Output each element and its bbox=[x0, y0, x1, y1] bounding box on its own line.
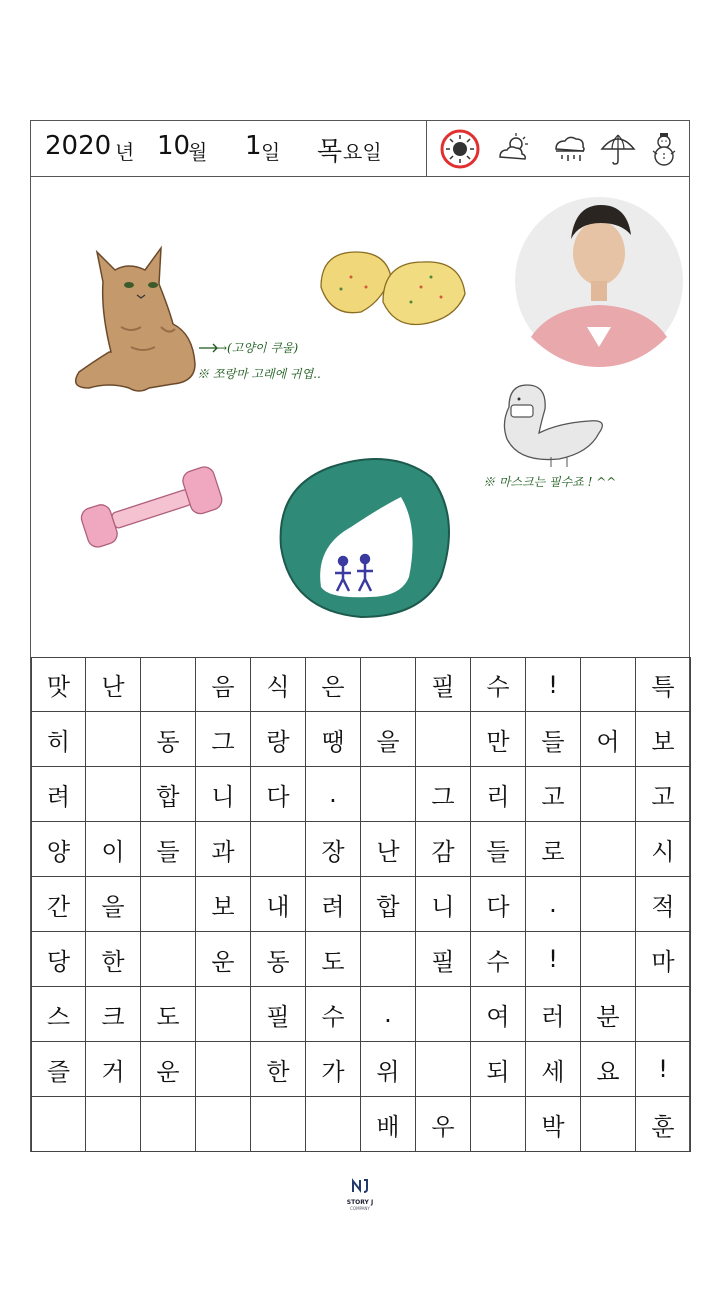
grid-cell: 마 bbox=[636, 932, 691, 987]
year-unit: 년 bbox=[115, 140, 135, 164]
grid-cell: 려 bbox=[306, 877, 361, 932]
grid-cell: 음 bbox=[196, 657, 251, 712]
grid-cell: 보 bbox=[636, 712, 691, 767]
manuscript-grid bbox=[31, 657, 691, 1153]
grid-cell bbox=[86, 1097, 141, 1152]
grid-cell: 리 bbox=[471, 767, 526, 822]
grid-cell bbox=[471, 1097, 526, 1152]
grid-cell: 은 bbox=[306, 657, 361, 712]
grid-cell: 땡 bbox=[306, 712, 361, 767]
grid-cell: 적 bbox=[636, 877, 691, 932]
grid-cell: 을 bbox=[86, 877, 141, 932]
cat-note-2: ※ 쪼랑마 고래에 귀엽.. bbox=[197, 367, 321, 381]
grid-cell: 수 bbox=[306, 987, 361, 1042]
grid-cell: 도 bbox=[306, 932, 361, 987]
diary-header bbox=[31, 121, 689, 177]
grid-cell: 을 bbox=[361, 712, 416, 767]
grid-cell bbox=[251, 1097, 306, 1152]
grid-cell: 세 bbox=[526, 1042, 581, 1097]
grid-cell bbox=[636, 987, 691, 1042]
grid-cell bbox=[306, 1097, 361, 1152]
grid-cell: 양 bbox=[31, 822, 86, 877]
portrait-photo bbox=[515, 197, 683, 367]
grid-cell: 운 bbox=[141, 1042, 196, 1097]
grid-cell bbox=[86, 712, 141, 767]
grid-cell: 고 bbox=[636, 767, 691, 822]
grid-cell bbox=[361, 932, 416, 987]
footer-logo bbox=[336, 1178, 384, 1212]
grid-cell: 려 bbox=[31, 767, 86, 822]
grid-cell: 식 bbox=[251, 657, 306, 712]
grid-cell: 수 bbox=[471, 932, 526, 987]
grid-cell: 위 bbox=[361, 1042, 416, 1097]
grid-cell: 시 bbox=[636, 822, 691, 877]
grid-cell: . bbox=[361, 987, 416, 1042]
grid-cell: 운 bbox=[196, 932, 251, 987]
grid-cell: 필 bbox=[251, 987, 306, 1042]
grid-cell bbox=[361, 657, 416, 712]
grid-cell bbox=[581, 657, 636, 712]
grid-cell: 필 bbox=[416, 932, 471, 987]
grid-cell bbox=[141, 657, 196, 712]
grid-cell: 배 bbox=[361, 1097, 416, 1152]
grid-cell: 히 bbox=[31, 712, 86, 767]
grid-cell: 동 bbox=[251, 932, 306, 987]
grid-cell bbox=[581, 1097, 636, 1152]
grid-cell bbox=[416, 987, 471, 1042]
grid-cell: 난 bbox=[86, 657, 141, 712]
grid-cell bbox=[416, 712, 471, 767]
egg-roll-drawing bbox=[321, 252, 465, 325]
grid-cell: 되 bbox=[471, 1042, 526, 1097]
grid-cell: 한 bbox=[86, 932, 141, 987]
weekday-value: 목 bbox=[317, 137, 343, 167]
sun-icon[interactable] bbox=[440, 129, 480, 169]
grid-cell: 랑 bbox=[251, 712, 306, 767]
grid-cell: 난 bbox=[361, 822, 416, 877]
grid-cell: 가 bbox=[306, 1042, 361, 1097]
grid-cell: 스 bbox=[31, 987, 86, 1042]
arrow-mark bbox=[199, 344, 217, 352]
grid-cell: 특 bbox=[636, 657, 691, 712]
grid-cell bbox=[141, 877, 196, 932]
grid-cell: 들 bbox=[141, 822, 196, 877]
grid-cell bbox=[581, 822, 636, 877]
grid-cell: 니 bbox=[416, 877, 471, 932]
grid-cell: 내 bbox=[251, 877, 306, 932]
grid-cell: ! bbox=[526, 932, 581, 987]
diary-sheet bbox=[30, 120, 690, 1152]
grid-cell: 보 bbox=[196, 877, 251, 932]
grid-cell: 거 bbox=[86, 1042, 141, 1097]
month-value: 10 bbox=[157, 131, 191, 161]
grid-cell: 크 bbox=[86, 987, 141, 1042]
grid-cell: ! bbox=[636, 1042, 691, 1097]
grid-cell: 그 bbox=[196, 712, 251, 767]
grid-cell bbox=[196, 1097, 251, 1152]
grid-cell bbox=[251, 822, 306, 877]
dumbbell-drawing bbox=[78, 464, 225, 549]
rain-cloud-icon[interactable] bbox=[550, 129, 590, 169]
cat-drawing bbox=[76, 248, 195, 391]
grid-cell: . bbox=[306, 767, 361, 822]
story-j-logo-icon bbox=[350, 1178, 370, 1194]
grid-cell bbox=[361, 767, 416, 822]
grid-cell bbox=[196, 987, 251, 1042]
year-value: 2020 bbox=[45, 131, 112, 161]
grid-cell: 요 bbox=[581, 1042, 636, 1097]
grid-cell: 장 bbox=[306, 822, 361, 877]
grid-cell bbox=[141, 932, 196, 987]
footer-sub: COMPANY bbox=[350, 1206, 370, 1211]
grid-cell: . bbox=[526, 877, 581, 932]
drawing-area bbox=[31, 177, 689, 657]
grid-cell: 다 bbox=[471, 877, 526, 932]
day-value: 1 bbox=[245, 131, 262, 161]
grid-cell: ! bbox=[526, 657, 581, 712]
grid-cell bbox=[141, 1097, 196, 1152]
grid-cell: 다 bbox=[251, 767, 306, 822]
duck-drawing bbox=[504, 385, 602, 467]
grid-cell: 만 bbox=[471, 712, 526, 767]
grid-cell: 감 bbox=[416, 822, 471, 877]
grid-cell: 훈 bbox=[636, 1097, 691, 1152]
snowman-icon[interactable] bbox=[644, 129, 684, 169]
day-unit: 일 bbox=[261, 140, 281, 164]
grid-cell: 들 bbox=[526, 712, 581, 767]
grid-cell: 한 bbox=[251, 1042, 306, 1097]
grid-cell: 여 bbox=[471, 987, 526, 1042]
date-section bbox=[31, 121, 427, 176]
footer-brand: STORY J bbox=[346, 1199, 374, 1206]
grid-cell: 로 bbox=[526, 822, 581, 877]
grid-cell: 필 bbox=[416, 657, 471, 712]
grid-cell: 간 bbox=[31, 877, 86, 932]
grid-cell: 합 bbox=[361, 877, 416, 932]
grid-cell: 도 bbox=[141, 987, 196, 1042]
grid-cell bbox=[581, 877, 636, 932]
tunnel-drawing bbox=[281, 459, 449, 617]
grid-cell bbox=[196, 1042, 251, 1097]
grid-cell: 고 bbox=[526, 767, 581, 822]
grid-cell: 그 bbox=[416, 767, 471, 822]
grid-cell: 들 bbox=[471, 822, 526, 877]
grid-cell: 즐 bbox=[31, 1042, 86, 1097]
grid-cell: 합 bbox=[141, 767, 196, 822]
grid-cell: 당 bbox=[31, 932, 86, 987]
grid-cell: 분 bbox=[581, 987, 636, 1042]
grid-cell bbox=[86, 767, 141, 822]
umbrella-icon[interactable] bbox=[598, 129, 638, 169]
weekday-unit: 요일 bbox=[343, 140, 382, 164]
grid-cell: 러 bbox=[526, 987, 581, 1042]
cat-note-1: →(고양이 쿠울) bbox=[217, 341, 299, 355]
grid-cell: 어 bbox=[581, 712, 636, 767]
weather-section bbox=[428, 121, 689, 176]
grid-cell: 니 bbox=[196, 767, 251, 822]
grid-cell bbox=[581, 767, 636, 822]
grid-cell: 맛 bbox=[31, 657, 86, 712]
grid-cell bbox=[581, 932, 636, 987]
grid-cell: 우 bbox=[416, 1097, 471, 1152]
partly-cloudy-icon[interactable] bbox=[492, 129, 532, 169]
grid-cell bbox=[416, 1042, 471, 1097]
duck-note: ※ 마스크는 필수죠 ! ^^ bbox=[483, 475, 617, 489]
month-unit: 월 bbox=[188, 140, 208, 164]
grid-cell: 이 bbox=[86, 822, 141, 877]
grid-cell: 수 bbox=[471, 657, 526, 712]
grid-cell: 박 bbox=[526, 1097, 581, 1152]
grid-cell bbox=[31, 1097, 86, 1152]
grid-cell: 동 bbox=[141, 712, 196, 767]
grid-cell: 과 bbox=[196, 822, 251, 877]
